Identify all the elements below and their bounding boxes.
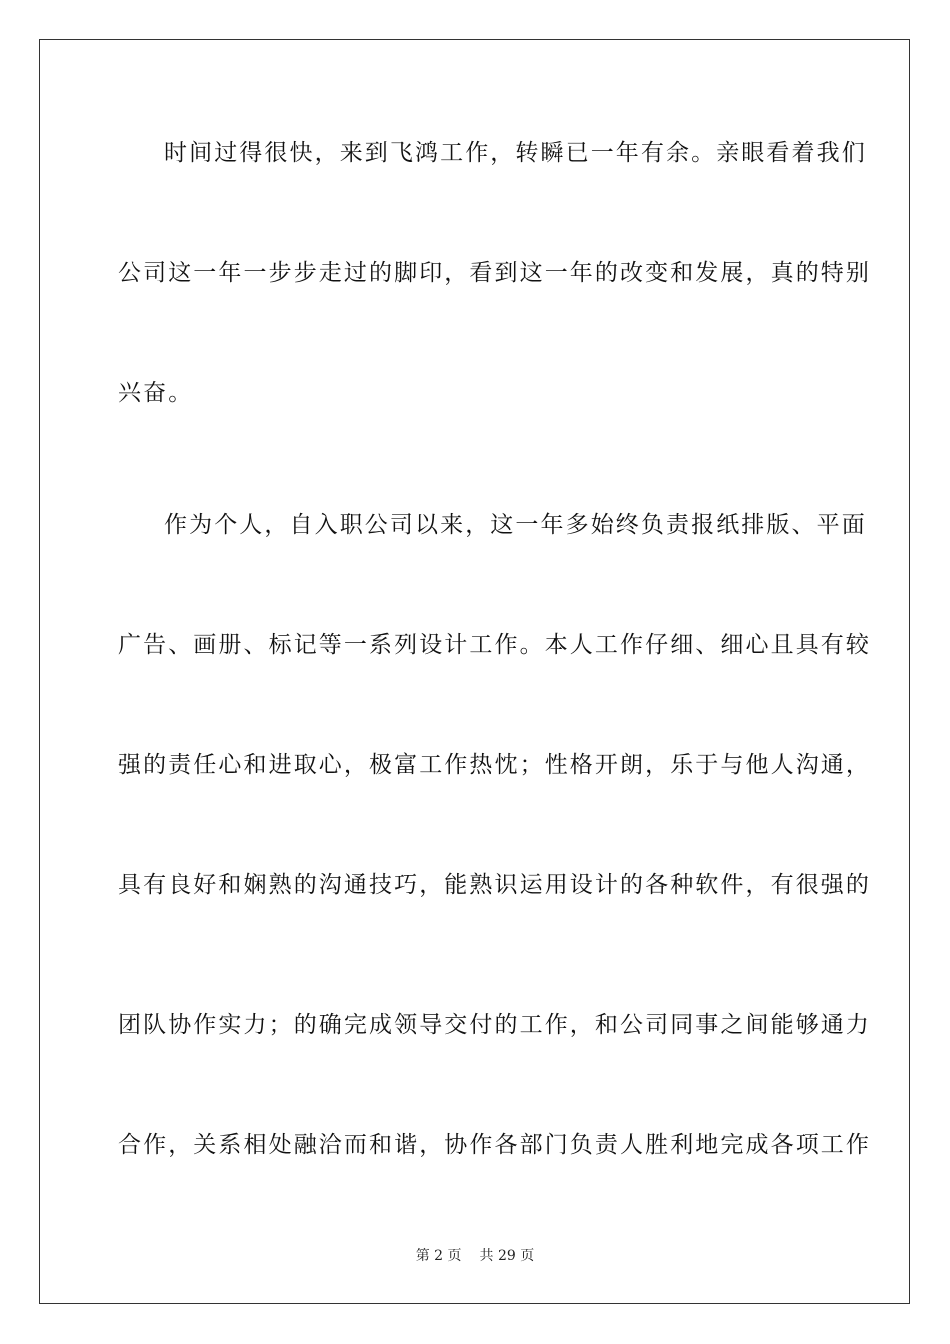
paragraph-2-line-1: 作为个人，自入职公司以来，这一年多始终负责报纸排版、平面 — [164, 512, 867, 538]
page-number: 第 2 页 — [415, 1248, 462, 1264]
page-footer — [0, 1247, 950, 1265]
paragraph-1-line-1: 时间过得很快，来到飞鸿工作，转瞬已一年有余。亲眼看着我们 — [164, 140, 867, 166]
paragraph-2-line-5: 团队协作实力；的确完成领导交付的工作，和公司同事之间能够通力 — [118, 1012, 871, 1038]
paragraph-2-line-2: 广告、画册、标记等一系列设计工作。本人工作仔细、细心且具有较 — [118, 632, 871, 658]
paragraph-1-line-3: 兴奋。 — [118, 380, 194, 406]
page-total: 共 29 页 — [479, 1248, 535, 1264]
paragraph-2-line-6: 合作，关系相处融洽而和谐，协作各部门负责人胜利地完成各项工作 — [118, 1132, 871, 1158]
paragraph-1-line-2: 公司这一年一步步走过的脚印，看到这一年的改变和发展，真的特别 — [118, 260, 871, 286]
paragraph-2-line-3: 强的责任心和进取心，极富工作热忱；性格开朗，乐于与他人沟通， — [118, 752, 871, 778]
page-border — [39, 39, 910, 1304]
paragraph-2-line-4: 具有良好和娴熟的沟通技巧，能熟识运用设计的各种软件，有很强的 — [118, 872, 871, 898]
